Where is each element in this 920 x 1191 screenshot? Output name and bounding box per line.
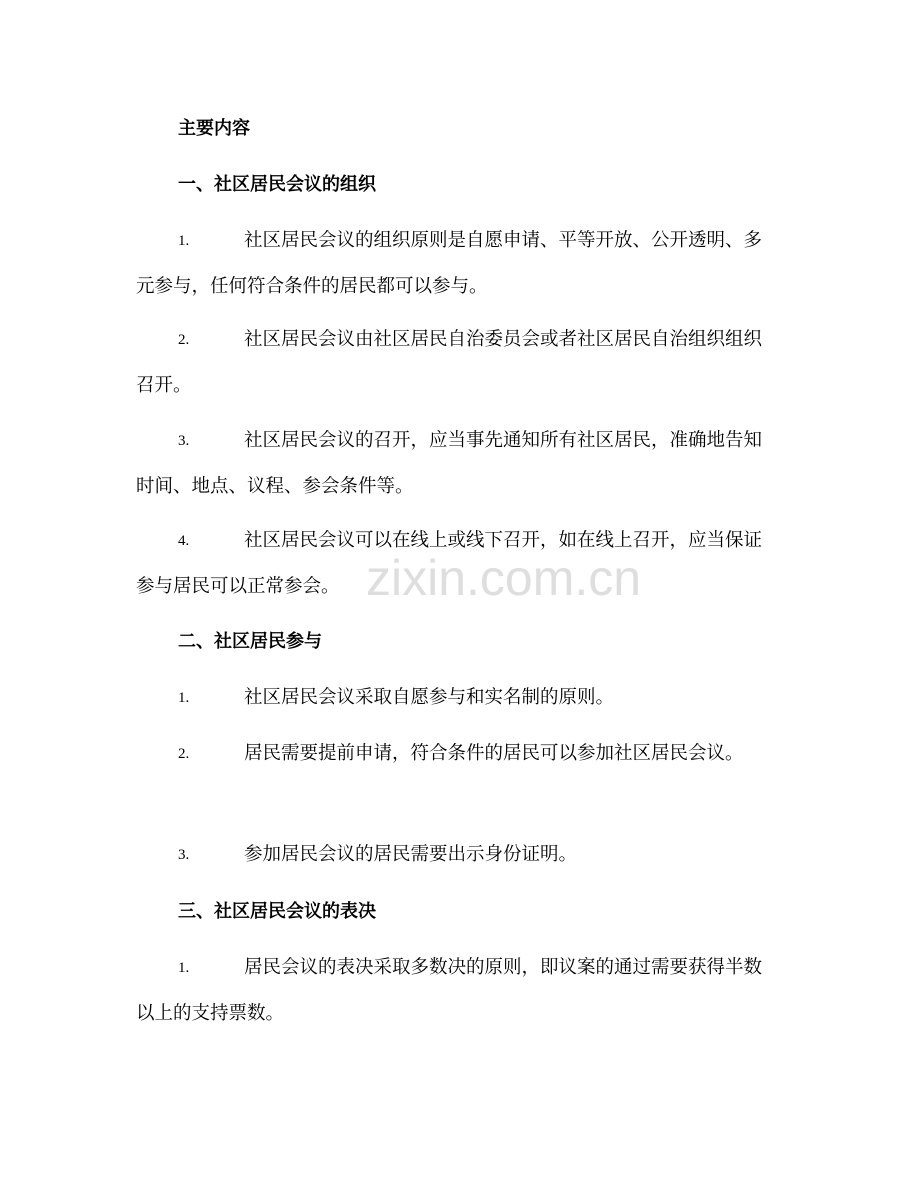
list-item (136, 418, 776, 510)
section-heading-3: 三、社区居民会议的表决 (178, 901, 376, 922)
list-item-text: 参加居民会议的居民需要出示身份证明。 (244, 844, 578, 865)
list-item (136, 675, 776, 721)
list-item-number: 1. (178, 690, 190, 706)
list-item-text: 社区居民会议的召开，应当事先通知所有社区居民，准确地告知时间、地点、议程、参会条件等。 (136, 430, 763, 497)
watermark-text: zixin.com.cn (366, 550, 642, 606)
section-heading-1: 一、社区居民会议的组织 (178, 174, 376, 195)
document-title: 主要内容 (178, 118, 250, 139)
list-item-number: 1. (178, 233, 190, 249)
list-item-text: 社区居民会议采取自愿参与和实名制的原则。 (244, 687, 615, 708)
list-item (136, 317, 776, 409)
list-item-text: 居民会议的表决采取多数决的原则，即议案的通过需要获得半数以上的支持票数。 (136, 957, 763, 1024)
list-item (136, 832, 776, 878)
list-item-number: 3. (178, 433, 190, 449)
list-item-number: 4. (178, 533, 190, 549)
list-item-number: 2. (178, 332, 190, 348)
list-item (136, 945, 776, 1037)
list-item-number: 3. (178, 847, 190, 863)
list-item (136, 731, 776, 777)
list-item-text: 社区居民会议由社区居民自治委员会或者社区居民自治组织组织召开。 (136, 329, 763, 396)
list-item-number: 2. (178, 746, 190, 762)
list-item-number: 1. (178, 960, 190, 976)
list-item (136, 218, 776, 310)
list-item-text: 居民需要提前申请，符合条件的居民可以参加社区居民会议。 (244, 743, 744, 764)
section-heading-2: 二、社区居民参与 (178, 631, 322, 652)
list-item-text: 社区居民会议的组织原则是自愿申请、平等开放、公开透明、多元参与，任何符合条件的居民都可以参与。 (136, 230, 763, 297)
list-item-text: 社区居民会议可以在线上或线下召开，如在线上召开，应当保证参与居民可以正常参会。 (136, 530, 763, 597)
